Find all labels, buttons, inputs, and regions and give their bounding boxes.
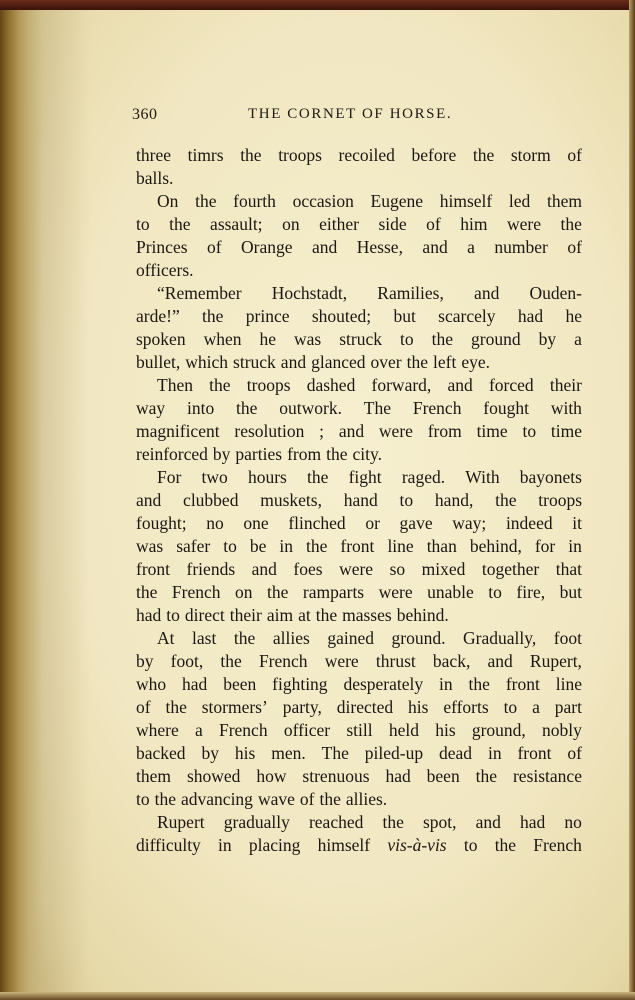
word: scarcely — [438, 306, 496, 326]
word: on — [282, 214, 300, 234]
word: struck — [233, 352, 276, 372]
word: front — [340, 536, 375, 556]
word: to — [399, 490, 414, 510]
word: ground, — [471, 720, 526, 740]
word: were — [324, 651, 359, 671]
word: With — [465, 467, 500, 487]
word: Ouden- — [529, 283, 582, 303]
word: spot, — [422, 812, 457, 832]
word: the — [494, 835, 517, 855]
word: his — [435, 720, 456, 740]
word: them — [136, 766, 171, 786]
word: the — [307, 467, 329, 487]
word: one — [243, 513, 269, 533]
word: way — [136, 398, 166, 418]
page-number: 360 — [132, 106, 158, 123]
word: showed — [186, 766, 241, 786]
word: and — [447, 375, 473, 395]
word: Rupert — [157, 812, 205, 832]
word: behind, — [469, 536, 522, 556]
word: the — [233, 628, 256, 648]
word: held — [388, 720, 419, 740]
word: placing — [248, 835, 301, 855]
word: clubbed — [183, 490, 239, 510]
word: for — [534, 536, 556, 556]
word: him — [460, 214, 488, 234]
word: piled-up — [364, 743, 424, 763]
word: forward, — [371, 375, 432, 395]
word: it — [572, 513, 582, 533]
text-line — [136, 328, 582, 351]
word: wave — [257, 789, 295, 809]
text-line — [136, 673, 582, 696]
word: safer — [176, 536, 211, 556]
word: thrust — [375, 651, 416, 671]
text-line — [136, 742, 582, 765]
word: front — [505, 674, 540, 694]
word: officer — [283, 720, 331, 740]
word: himself — [317, 835, 371, 855]
word: bullet, — [136, 352, 181, 372]
word: friends — [186, 559, 236, 579]
word: the — [431, 329, 454, 349]
body-text — [136, 144, 582, 857]
word: the — [267, 582, 289, 602]
word: “Remember — [157, 283, 242, 303]
word: a — [532, 697, 540, 717]
word: ramparts — [302, 582, 365, 602]
word: city. — [352, 444, 382, 464]
word: efforts — [443, 697, 489, 717]
word: with — [550, 398, 582, 418]
word: mixed — [421, 559, 466, 579]
word: French — [218, 720, 268, 740]
word: of — [136, 697, 151, 717]
word: troops — [538, 490, 582, 510]
word: Orange — [241, 237, 293, 257]
word: led — [508, 191, 531, 211]
word: and — [475, 812, 501, 832]
text-line — [136, 558, 582, 581]
word: At — [157, 628, 175, 648]
word: and — [280, 352, 307, 372]
word: unable — [427, 582, 474, 602]
word: occasion — [292, 191, 354, 211]
word: had — [136, 605, 162, 625]
word: back, — [432, 651, 471, 671]
word: French — [258, 651, 308, 671]
word: in — [439, 674, 453, 694]
word: the — [236, 398, 258, 418]
word: behind. — [396, 605, 449, 625]
word: gradually — [223, 812, 290, 832]
word: the — [136, 582, 158, 602]
word: magnificent — [136, 421, 220, 441]
word: The — [363, 398, 392, 418]
word: aim — [266, 605, 294, 625]
word: to — [522, 421, 537, 441]
word: how — [256, 766, 287, 786]
word: left — [433, 352, 457, 372]
word: by — [538, 329, 557, 349]
text-line — [136, 627, 582, 650]
word: where — [136, 720, 179, 740]
page-top-edge — [0, 0, 635, 10]
word: the — [169, 214, 191, 234]
word: ground — [471, 329, 521, 349]
word: time — [476, 421, 508, 441]
running-title: THE CORNET OF HORSE. — [248, 106, 453, 122]
word: indeed — [505, 513, 553, 533]
word: by — [212, 444, 231, 464]
word: desperately — [343, 674, 424, 694]
word: the — [220, 651, 242, 671]
word: masses — [342, 605, 392, 625]
word: to — [136, 214, 150, 234]
word: over — [370, 352, 402, 372]
word: Hochstadt, — [271, 283, 348, 303]
word: of — [207, 237, 222, 257]
word: three — [136, 145, 171, 165]
word: be — [249, 536, 267, 556]
text-line — [136, 650, 582, 673]
word: eye. — [461, 352, 490, 372]
gutter-shadow — [0, 0, 90, 1000]
word: been — [426, 766, 460, 786]
word: French — [171, 582, 221, 602]
word: side — [378, 214, 407, 234]
word: resistance — [512, 766, 582, 786]
word: and — [251, 559, 277, 579]
word: difficulty — [136, 835, 201, 855]
page-right-edge — [629, 0, 635, 1000]
word: the — [326, 444, 348, 464]
word: dead — [439, 743, 473, 763]
word: had — [517, 306, 544, 326]
word: timrs — [187, 145, 224, 165]
word: from — [427, 421, 462, 441]
text-line — [136, 236, 582, 259]
word: direct — [184, 605, 225, 625]
text-line — [136, 190, 582, 213]
word: on — [235, 582, 253, 602]
text-line — [136, 259, 582, 282]
word: was — [294, 329, 322, 349]
word: were — [507, 214, 542, 234]
word: in — [487, 743, 502, 763]
word: stormers’ — [201, 697, 268, 717]
word: and — [474, 283, 500, 303]
word: but — [393, 306, 416, 326]
word: Gradually, — [463, 628, 537, 648]
word: backed — [136, 743, 186, 763]
word: fought; — [136, 513, 187, 533]
word: the — [209, 375, 231, 395]
word: foot, — [170, 651, 204, 671]
text-line — [136, 144, 582, 167]
word: Ramilies, — [377, 283, 444, 303]
text-line — [136, 765, 582, 788]
word: Princes — [136, 237, 188, 257]
word: hand — [343, 490, 378, 510]
word: Eugene — [370, 191, 424, 211]
text-line — [136, 443, 582, 466]
word: no — [206, 513, 224, 533]
word: and — [312, 237, 338, 257]
word: the — [165, 697, 187, 717]
text-line — [136, 282, 582, 305]
word: gave — [399, 513, 433, 533]
text-line — [136, 167, 582, 190]
word: storm — [510, 145, 551, 165]
word: to — [223, 536, 237, 556]
text-line — [136, 305, 582, 328]
word: the — [240, 145, 262, 165]
word: the — [154, 789, 177, 809]
word: were — [378, 421, 413, 441]
text-line — [136, 213, 582, 236]
word: officers. — [136, 260, 194, 280]
word: On — [157, 191, 179, 211]
word: way; — [452, 513, 487, 533]
word: were — [339, 559, 374, 579]
word: still — [346, 720, 373, 740]
word: in — [279, 536, 294, 556]
word: of — [567, 145, 582, 165]
word: of — [567, 237, 582, 257]
word: time — [550, 421, 582, 441]
word: and — [136, 490, 162, 510]
word: had — [520, 812, 546, 832]
word: resolution — [234, 421, 305, 441]
word: been — [223, 674, 257, 694]
word: and — [338, 421, 365, 441]
word: line — [387, 536, 414, 556]
word: to — [400, 329, 414, 349]
word: outwork. — [279, 398, 342, 418]
word: hours — [247, 467, 287, 487]
text-line — [136, 420, 582, 443]
word: men. — [271, 743, 306, 763]
word: either — [319, 214, 359, 234]
word: a — [467, 237, 475, 257]
word: which — [185, 352, 229, 372]
word: party, — [282, 697, 322, 717]
word: forced — [488, 375, 534, 395]
word: line — [555, 674, 582, 694]
word: he — [259, 329, 277, 349]
text-line — [136, 489, 582, 512]
word: Then — [157, 375, 193, 395]
word: strenuous — [302, 766, 370, 786]
word: the — [560, 214, 582, 234]
word: to — [463, 835, 478, 855]
word: the — [315, 605, 338, 625]
text-line — [136, 512, 582, 535]
word: dashed — [306, 375, 356, 395]
word: of — [299, 789, 315, 809]
word: part — [554, 697, 582, 717]
word: prince — [245, 306, 290, 326]
text-line — [136, 466, 582, 489]
word: to — [166, 605, 180, 625]
word: foes — [293, 559, 323, 579]
word: the — [475, 766, 498, 786]
text-line — [136, 397, 582, 420]
word: For — [157, 467, 182, 487]
text-line — [136, 834, 582, 857]
word: ground. — [391, 628, 446, 648]
word: reached — [308, 812, 364, 832]
text-line — [136, 374, 582, 397]
word: who — [136, 674, 167, 694]
text-line — [136, 604, 582, 627]
word: the — [495, 490, 517, 510]
word: last — [192, 628, 217, 648]
word: two — [201, 467, 228, 487]
word: Hesse, — [356, 237, 403, 257]
word: from — [287, 444, 322, 464]
word: in — [568, 536, 582, 556]
word: vis-à-vis — [387, 835, 447, 855]
word: recoiled — [338, 145, 395, 165]
word: front — [136, 559, 171, 579]
word: their — [549, 375, 582, 395]
word: advancing — [181, 789, 253, 809]
word: the — [382, 812, 404, 832]
word: fought — [483, 398, 529, 418]
word: together — [481, 559, 540, 579]
word: was — [136, 536, 164, 556]
word: bayonets — [519, 467, 582, 487]
word: the — [468, 674, 490, 694]
word: allies — [272, 628, 310, 648]
word: number — [494, 237, 548, 257]
word: hand, — [434, 490, 474, 510]
word: to — [136, 789, 150, 809]
word: struck — [339, 329, 383, 349]
word: nobly — [542, 720, 582, 740]
word: spoken — [136, 329, 186, 349]
word: were — [378, 582, 413, 602]
word: a — [194, 720, 203, 740]
word: he — [565, 306, 582, 326]
word: balls. — [136, 168, 174, 188]
word: arde!” — [136, 306, 180, 326]
word: to — [488, 582, 502, 602]
word: his — [408, 697, 429, 717]
text-line — [136, 811, 582, 834]
text-line — [136, 719, 582, 742]
word: troops — [278, 145, 322, 165]
text-line — [136, 788, 582, 811]
word: had — [385, 766, 411, 786]
word: before — [411, 145, 457, 165]
word: the — [406, 352, 428, 372]
word: raged. — [401, 467, 446, 487]
word: the — [195, 191, 217, 211]
word: by — [201, 743, 219, 763]
word: front — [517, 743, 552, 763]
word: troops — [246, 375, 291, 395]
word: the — [202, 306, 224, 326]
word: assault; — [210, 214, 263, 234]
word: his — [234, 743, 256, 763]
word: muskets, — [260, 490, 322, 510]
word: in — [218, 835, 232, 855]
word: their — [229, 605, 262, 625]
text-line — [136, 351, 582, 374]
word: foot — [553, 628, 582, 648]
word: no — [564, 812, 582, 832]
word: parties — [235, 444, 283, 464]
word: into — [186, 398, 215, 418]
running-head — [132, 106, 578, 128]
word: The — [321, 743, 349, 763]
word: of — [567, 743, 582, 763]
text-line — [136, 535, 582, 558]
word: fire, — [516, 582, 546, 602]
word: fourth — [233, 191, 276, 211]
word: directed — [336, 697, 394, 717]
word: the — [319, 789, 341, 809]
word: gained — [327, 628, 374, 648]
word: by — [136, 651, 154, 671]
word: allies. — [345, 789, 388, 809]
word: or — [365, 513, 380, 533]
word: himself — [439, 191, 493, 211]
word: the — [306, 536, 328, 556]
word: and — [487, 651, 513, 671]
word: the — [472, 145, 495, 165]
word: them — [546, 191, 582, 211]
word: had — [182, 674, 208, 694]
word: at — [298, 605, 311, 625]
word: a — [574, 329, 582, 349]
word: than — [426, 536, 457, 556]
word: ; — [319, 421, 325, 441]
word: Rupert, — [529, 651, 582, 671]
page-bottom-edge — [0, 992, 635, 1000]
text-line — [136, 696, 582, 719]
word: so — [389, 559, 406, 579]
word: flinched — [288, 513, 346, 533]
word: of — [426, 214, 441, 234]
word: and — [422, 237, 448, 257]
word: but — [559, 582, 582, 602]
word: French — [412, 398, 462, 418]
word: fighting — [272, 674, 328, 694]
word: fight — [348, 467, 382, 487]
word: when — [203, 329, 242, 349]
word: French — [533, 835, 582, 855]
word: shouted; — [311, 306, 372, 326]
word: to — [503, 697, 518, 717]
word: reinforced — [136, 444, 208, 464]
word: that — [555, 559, 582, 579]
text-line — [136, 581, 582, 604]
word: glanced — [311, 352, 366, 372]
